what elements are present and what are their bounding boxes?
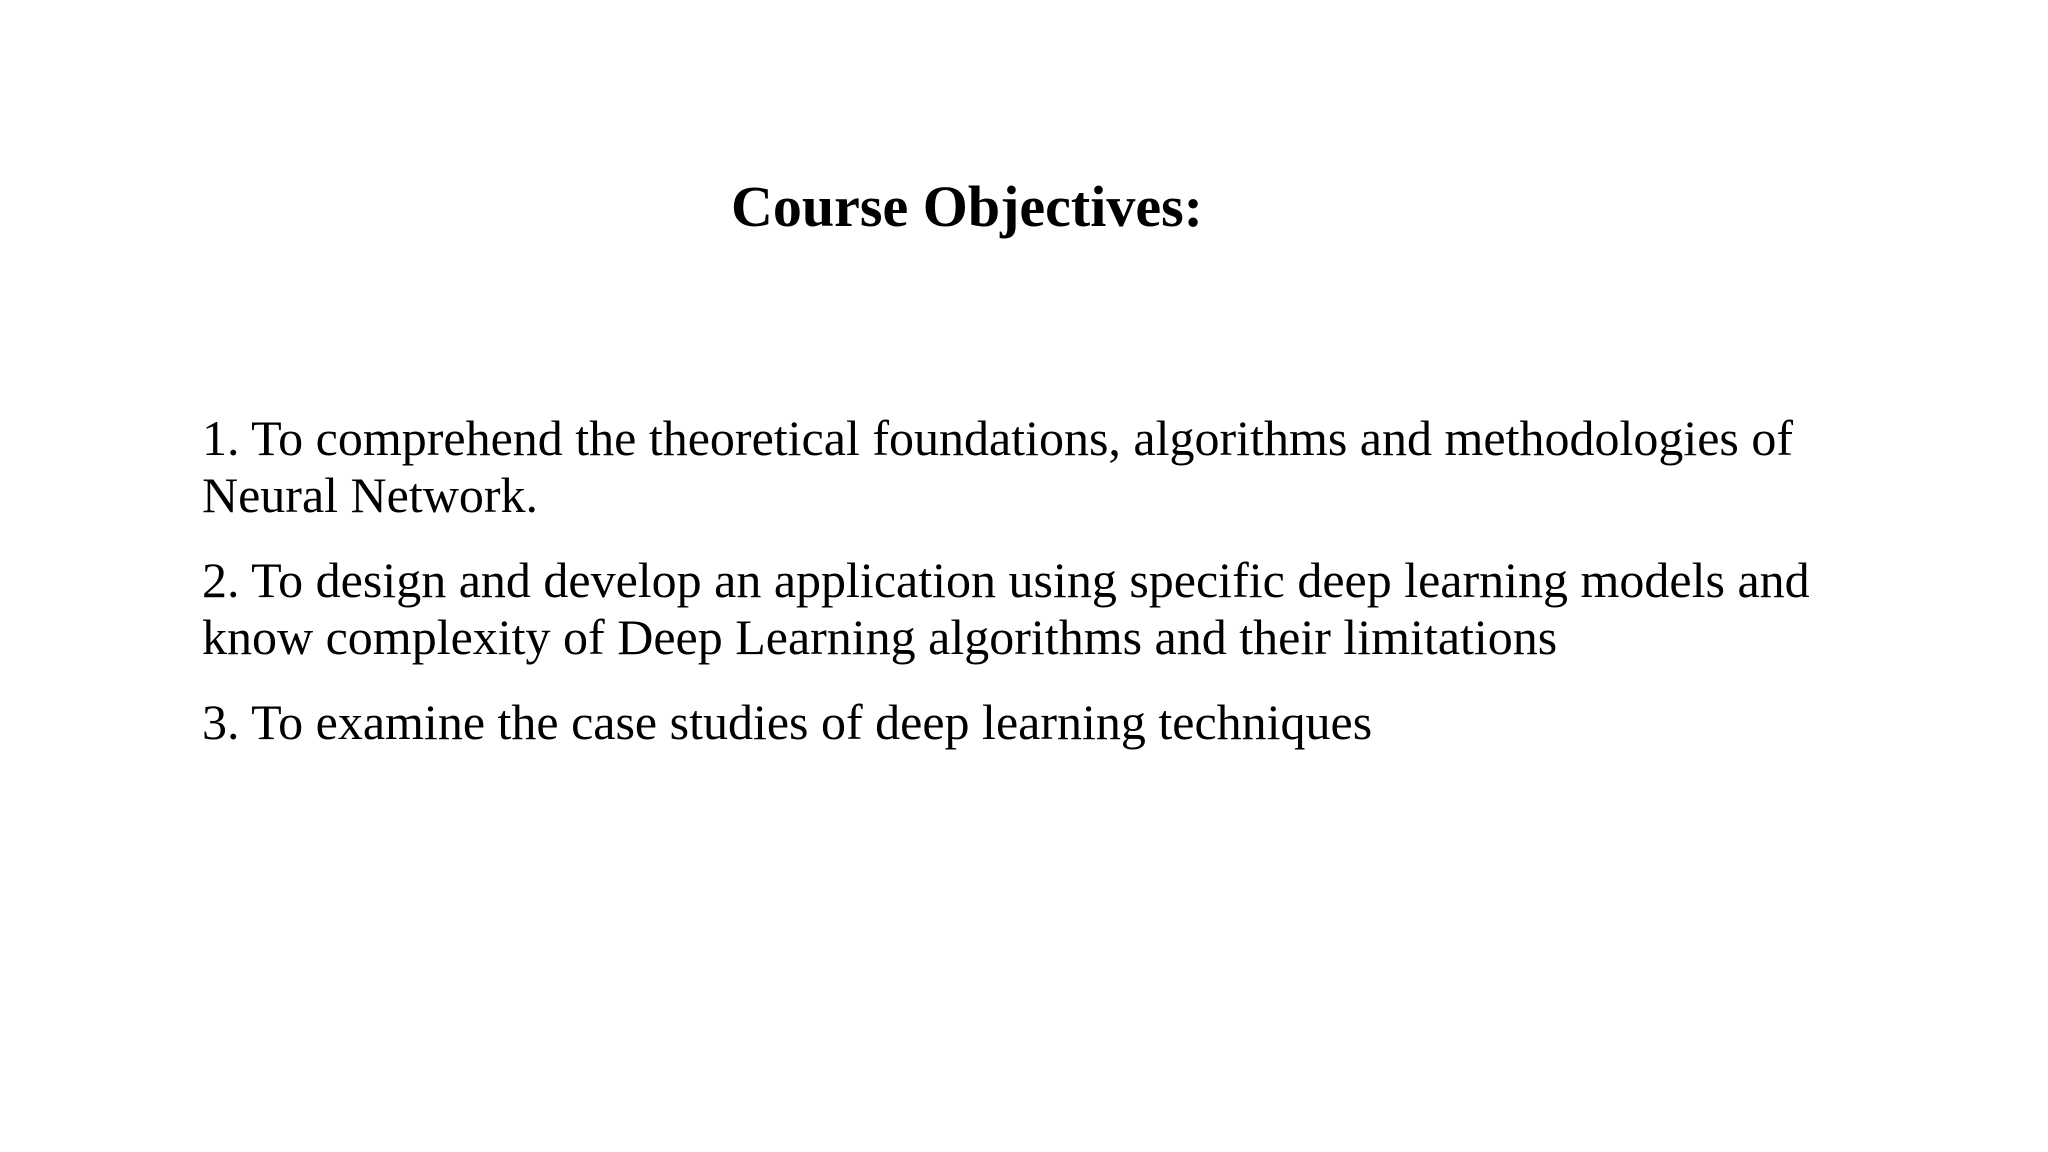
objective-item: 2. To design and develop an application using specific deep learning models and know complexity of Deep Learning algorithms and their limitations [202, 552, 1810, 665]
objective-item: 3. To examine the case studies of deep learning techniques [202, 694, 1373, 750]
objectives-list [202, 410, 1902, 779]
slide-title: Course Objectives: [731, 174, 1203, 239]
objective-item: 1. To comprehend the theoretical foundations, algorithms and methodologies of Neural Network. [202, 410, 1794, 523]
